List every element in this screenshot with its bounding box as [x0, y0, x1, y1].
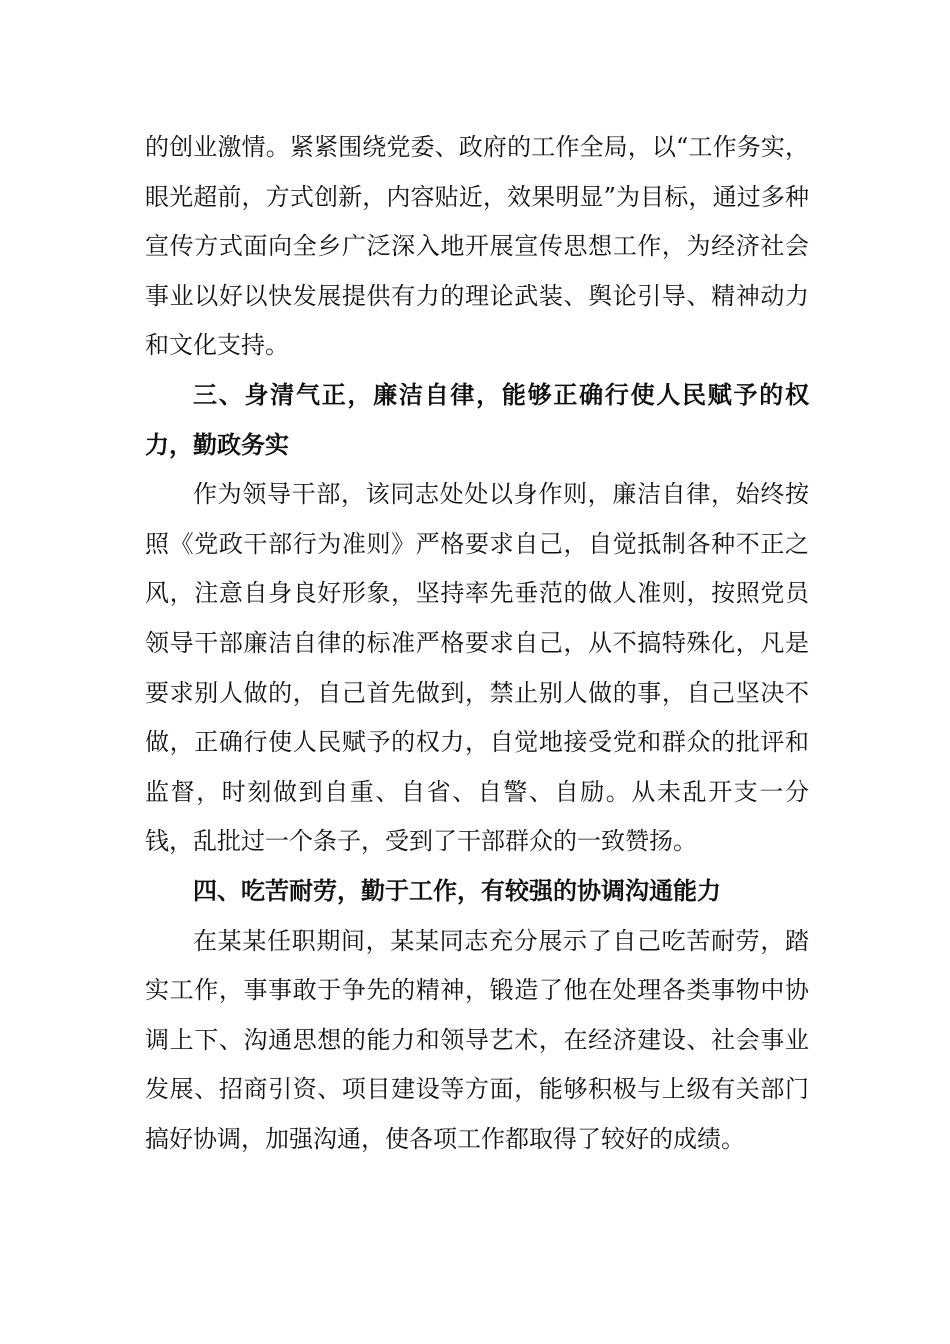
paragraph-continued: 的创业激情。紧紧围绕党委、政府的工作全局，以“工作务实，眼光超前，方式创新，内容贴近，效果明显”为目标，通过多种宣传方式面向全乡广泛深入地开展宣传思想工作，为经济社会事业以好以快发展提供有力的理论武装、舆论引导、精神动力和文化支持。: [145, 133, 809, 360]
paragraph-section-4: 在某某任职期间，某某同志充分展示了自己吃苦耐劳，踏实工作，事事敢于争先的精神，锻造了他在处理各类事物中协调上下、沟通思想的能力和领导艺术，在经济建设、社会事业发展、招商引资、项目建设等方面，能够积极与上级有关部门搞好协调，加强沟通，使各项工作都取得了较好的成绩。: [145, 926, 809, 1153]
section-heading-3: 三、身清气正，廉洁自律，能够正确行使人民赋予的权力，勤政务实: [145, 380, 809, 459]
document-page: [145, 123, 809, 1164]
paragraph-section-3: 作为领导干部，该同志处处以身作则，廉洁自律，始终按照《党政干部行为准则》严格要求自己，自觉抵制各种不正之风，注意自身良好形象，坚持率先垂范的做人准则，按照党员领导干部廉洁自律的标准严格要求自己，从不搞特殊化，凡是要求别人做的，自己首先做到，禁止别人做的事，自己坚决不做，正确行使人民赋予的权力，自觉地接受党和群众的批评和监督，时刻做到自重、自省、自警、自励。从未乱开支一分钱，乱批过一个条子，受到了干部群众的一致赞扬。: [145, 480, 809, 856]
section-heading-4: 四、吃苦耐劳，勤于工作，有较强的协调沟通能力: [193, 876, 721, 905]
